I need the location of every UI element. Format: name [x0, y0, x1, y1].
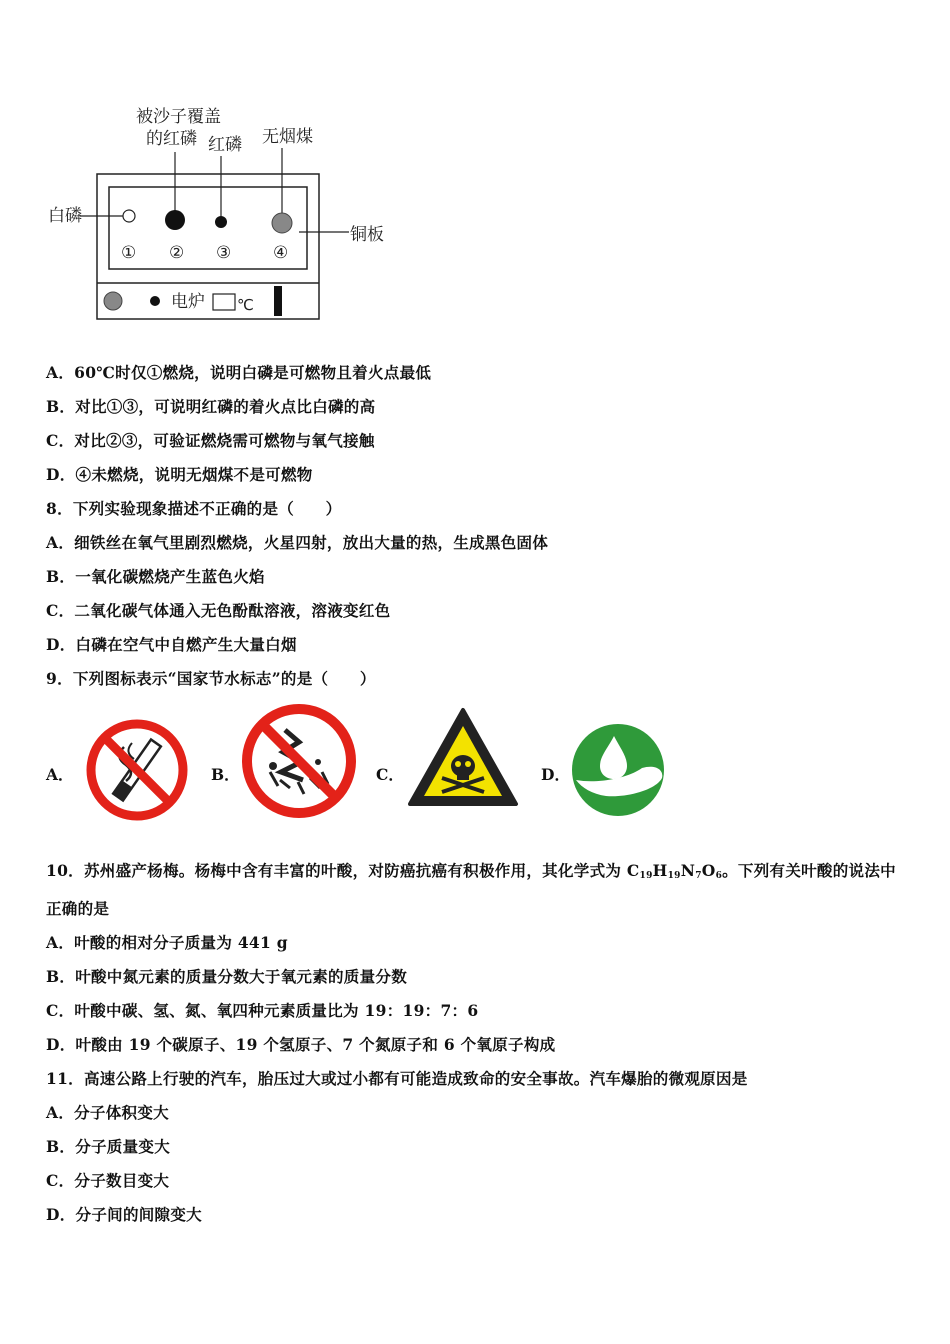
red-phosphorus-sample — [215, 216, 227, 228]
label-covered-red-2: 的红磷 — [146, 129, 197, 149]
folic-acid-formula — [627, 861, 722, 880]
q7-option-b: B．对比①③，可说明红磷的着火点比白磷的高 — [46, 397, 376, 416]
q8-option-a: A．细铁丝在氧气里剧烈燃烧，火星四射，放出大量的热，生成黑色固体 — [46, 533, 549, 552]
q8-option-d: D．白磷在空气中自燃产生大量白烟 — [46, 635, 297, 654]
q10-stem-line1 — [46, 859, 896, 881]
label-covered-red-1: 被沙子覆盖 — [136, 107, 221, 127]
formula-o: O — [701, 861, 716, 880]
q8-stem: 8．下列实验现象描述不正确的是（ ） — [46, 499, 342, 518]
q7-option-a: A．60℃时仅①燃烧，说明白磷是可燃物且着火点最低 — [46, 363, 432, 382]
slot-1-label: ① — [121, 243, 137, 263]
label-white-phosphorus: 白磷 — [48, 206, 82, 226]
slot-3-label: ③ — [216, 243, 232, 263]
stove-switch — [274, 286, 282, 316]
label-copper-plate: 铜板 — [350, 225, 384, 245]
formula-c-count: 19 — [639, 871, 653, 881]
q11-option-d: D．分子间的间隙变大 — [46, 1205, 202, 1224]
q11-option-a: A．分子体积变大 — [46, 1103, 169, 1122]
stove-indicator — [150, 296, 160, 306]
temperature-display — [213, 294, 235, 310]
formula-n-count: 7 — [695, 871, 702, 881]
q11-option-b: B．分子质量变大 — [46, 1137, 171, 1156]
formula-n: N — [680, 861, 696, 880]
q11-stem: 11．高速公路上行驶的汽车，胎压过大或过小都有可能造成致命的安全事故。汽车爆胎的微观原因是 — [46, 1069, 748, 1088]
q9-option-b-label: B． — [211, 765, 240, 784]
stove-label: 电炉 — [171, 292, 205, 312]
no-burning-icon — [240, 702, 358, 820]
q10-option-a: A．叶酸的相对分子质量为 441 g — [46, 933, 288, 952]
formula-h-count: 19 — [667, 871, 681, 881]
q10-stem-part2: 。下列有关叶酸的说法中 — [722, 861, 896, 880]
formula-o-count: 6 — [715, 871, 723, 881]
q9-option-d-label: D． — [541, 765, 570, 784]
q9-option-c-label: C． — [376, 765, 404, 784]
slot-4-label: ④ — [273, 243, 289, 263]
q7-option-d: D．④未燃烧，说明无烟煤不是可燃物 — [46, 465, 313, 484]
q9-option-a-label: A． — [46, 765, 74, 784]
stove-knob — [104, 292, 122, 310]
q10-stem-line2: 正确的是 — [46, 899, 110, 918]
label-red-phosphorus: 红磷 — [208, 135, 242, 155]
formula-c: C — [626, 861, 640, 880]
covered-red-phosphorus-sample — [165, 210, 185, 230]
q10-option-d: D．叶酸由 19 个碳原子、19 个氢原子、7 个氮原子和 6 个氧原子构成 — [46, 1035, 556, 1054]
anthracite-sample — [272, 213, 292, 233]
diagram-svg — [40, 100, 400, 330]
q10-option-b: B．叶酸中氮元素的质量分数大于氧元素的质量分数 — [46, 967, 408, 986]
water-saving-icon — [570, 722, 666, 818]
toxic-warning-icon — [406, 706, 520, 810]
q8-option-b: B．一氧化碳燃烧产生蓝色火焰 — [46, 567, 265, 586]
slot-2-label: ② — [169, 243, 185, 263]
q10-option-c: C．叶酸中碳、氢、氮、氧四种元素质量比为 19：19：7：6 — [46, 1001, 479, 1020]
label-anthracite: 无烟煤 — [262, 127, 313, 147]
no-smoking-icon — [84, 717, 190, 823]
q7-option-c: C．对比②③，可验证燃烧需可燃物与氧气接触 — [46, 431, 375, 450]
q10-stem-part1: 10．苏州盛产杨梅。杨梅中含有丰富的叶酸，对防癌抗癌有积极作用，其化学式为 — [46, 861, 627, 880]
formula-h: H — [652, 861, 668, 880]
q9-icon-options — [40, 700, 680, 830]
q11-option-c: C．分子数目变大 — [46, 1171, 170, 1190]
white-phosphorus-sample — [123, 210, 135, 222]
combustion-experiment-diagram — [40, 100, 400, 330]
temperature-unit: ℃ — [237, 296, 254, 314]
q9-stem: 9．下列图标表示“国家节水标志”的是（ ） — [46, 669, 376, 688]
q8-option-c: C．二氧化碳气体通入无色酚酞溶液，溶液变红色 — [46, 601, 391, 620]
